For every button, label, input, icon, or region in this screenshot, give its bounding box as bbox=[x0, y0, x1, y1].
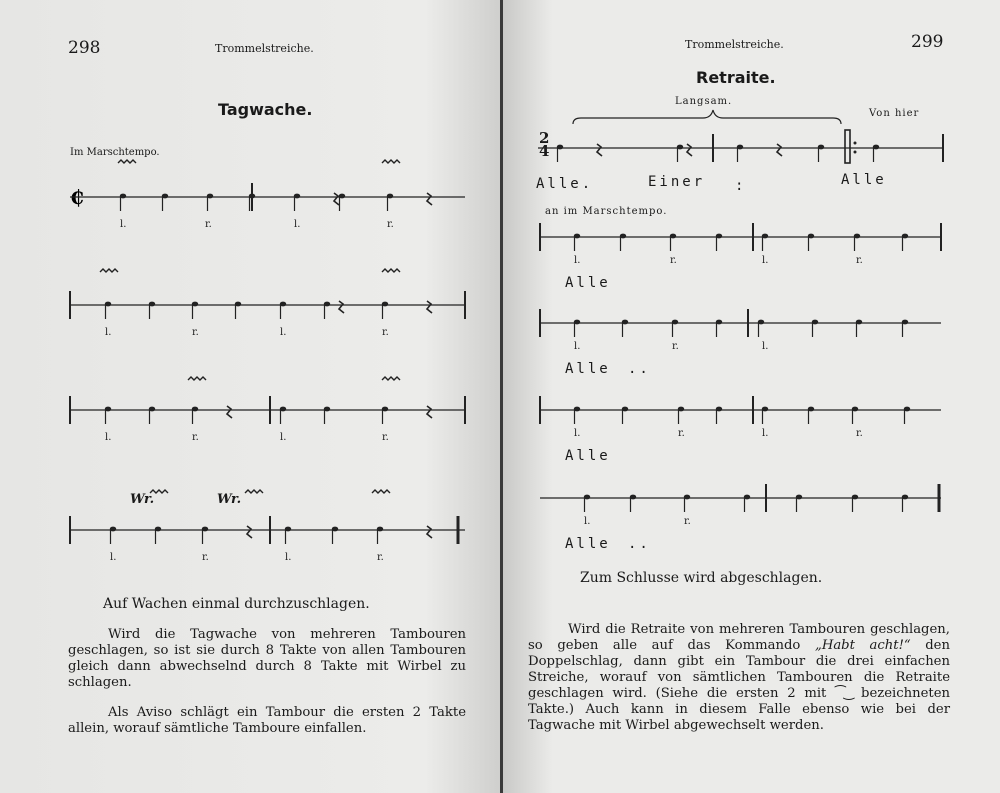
continuation-dots: .. bbox=[628, 361, 651, 377]
wirbel-mark bbox=[130, 488, 154, 507]
command-text: „Habt acht!“ bbox=[814, 638, 911, 653]
sticking-label: r. bbox=[387, 219, 394, 230]
sticking-label: r. bbox=[382, 432, 389, 443]
paragraph-part: den Doppelschlag, dann gibt ein Tambour die drei einfachen Streiche, worauf von sämtlichen Tambouren die Retraite geschlagen wird. (Siehe die ersten 2 mit bbox=[528, 638, 950, 701]
rest bbox=[427, 526, 432, 538]
word-alle: Alle bbox=[565, 536, 611, 552]
sticking-label: l. bbox=[105, 432, 112, 443]
sticking-label: r. bbox=[205, 219, 212, 230]
running-head: Trommelstreiche. bbox=[685, 38, 784, 51]
rest bbox=[597, 144, 602, 156]
word: : bbox=[735, 178, 747, 194]
rest bbox=[227, 406, 232, 418]
paragraph-part: Wird die Retraite von mehreren Tambouren geschlagen, so geben alle auf das Kommando bbox=[528, 622, 950, 653]
rest bbox=[339, 301, 344, 313]
sticking-label: l. bbox=[285, 552, 292, 563]
sticking-label: r. bbox=[192, 432, 199, 443]
paragraph bbox=[528, 622, 950, 734]
wirbel-mark-text: Wr. bbox=[130, 492, 155, 507]
section-title: Tagwache. bbox=[218, 100, 313, 119]
paragraph-part: bezeichneten Takte.) Auch kann in diesem Falle ebenso wie bei der Tagwache mit Wirbel abgewechselt werden. bbox=[528, 686, 950, 733]
sticking-label: l. bbox=[762, 255, 769, 266]
roll-mark bbox=[188, 377, 206, 380]
brace-symbol-icon: ⁀‿ bbox=[835, 686, 853, 701]
sticking-label: l. bbox=[110, 552, 117, 563]
time-signature-top: 2 bbox=[539, 129, 550, 147]
tempo-langsam: Langsam. bbox=[675, 96, 733, 107]
sticking-label: r. bbox=[382, 327, 389, 338]
caption: Zum Schlusse wird abgeschlagen. bbox=[580, 570, 823, 586]
page-number: 299 bbox=[911, 32, 944, 52]
roll-mark bbox=[372, 490, 390, 493]
roll-mark bbox=[100, 269, 118, 272]
word: Alle bbox=[841, 172, 887, 188]
sticking-label: l. bbox=[294, 219, 301, 230]
roll-mark bbox=[382, 377, 400, 380]
brace bbox=[573, 110, 841, 124]
sticking-label: r. bbox=[192, 327, 199, 338]
rest bbox=[427, 193, 432, 205]
von-hier: Von hier bbox=[869, 108, 920, 119]
sticking-label: r. bbox=[684, 516, 691, 527]
repeat-sign bbox=[845, 130, 850, 163]
sticking-label: l. bbox=[574, 428, 581, 439]
paragraph: Als Aviso schlägt ein Tambour die ersten 2 Takte allein, worauf sämtliche Tamboure einfallen. bbox=[68, 705, 466, 736]
right-page bbox=[503, 0, 1000, 793]
sticking-label: l. bbox=[574, 255, 581, 266]
wirbel-mark-text: Wr. bbox=[217, 492, 242, 507]
rest bbox=[687, 144, 692, 156]
word-alle: Alle bbox=[565, 448, 611, 464]
sticking-label: r. bbox=[678, 428, 685, 439]
sticking-label: r. bbox=[672, 341, 679, 352]
wirbel-mark bbox=[217, 488, 241, 507]
repeat-dot bbox=[854, 142, 857, 145]
cut-time-icon: ₵ bbox=[70, 185, 84, 209]
time-signature-bottom: 4 bbox=[539, 142, 550, 160]
body-text bbox=[68, 627, 466, 737]
roll-mark bbox=[382, 160, 400, 163]
word: Einer bbox=[648, 174, 706, 190]
page-number: 298 bbox=[68, 38, 101, 58]
sticking-label: r. bbox=[377, 552, 384, 563]
sticking-label: l. bbox=[280, 327, 287, 338]
continuation-dots: .. bbox=[628, 536, 651, 552]
sticking-label: r. bbox=[202, 552, 209, 563]
rest bbox=[247, 526, 252, 538]
paragraph: Wird die Tagwache von mehreren Tambouren geschlagen, so ist sie durch 8 Takte von allen Tambouren gleich dann abwechselnd durch 8 Takte mit Wirbel zu schlagen. bbox=[68, 627, 466, 690]
sticking-label: r. bbox=[670, 255, 677, 266]
sticking-label: l. bbox=[762, 428, 769, 439]
sticking-label: l. bbox=[105, 327, 112, 338]
tempo-marking: Im Marschtempo. bbox=[70, 147, 160, 158]
roll-mark bbox=[382, 269, 400, 272]
rest bbox=[777, 144, 782, 156]
word-alle: Alle bbox=[565, 361, 611, 377]
sticking-label: l. bbox=[120, 219, 127, 230]
section-title: Retraite. bbox=[696, 68, 776, 87]
word-alle: Alle bbox=[565, 275, 611, 291]
sticking-label: l. bbox=[574, 341, 581, 352]
word: Alle. bbox=[536, 176, 594, 192]
sticking-label: l. bbox=[280, 432, 287, 443]
sticking-label: r. bbox=[856, 255, 863, 266]
rest bbox=[427, 301, 432, 313]
sticking-label: r. bbox=[856, 428, 863, 439]
running-head: Trommelstreiche. bbox=[215, 42, 314, 55]
roll-mark bbox=[245, 490, 263, 493]
body-text bbox=[528, 622, 950, 734]
sticking-label: l. bbox=[762, 341, 769, 352]
repeat-dot bbox=[854, 151, 857, 154]
rest bbox=[427, 406, 432, 418]
tempo-marking: an im Marschtempo. bbox=[545, 206, 668, 217]
roll-mark bbox=[118, 160, 136, 163]
sticking-label: l. bbox=[584, 516, 591, 527]
caption: Auf Wachen einmal durchzuschlagen. bbox=[103, 596, 370, 612]
rest bbox=[334, 193, 339, 205]
